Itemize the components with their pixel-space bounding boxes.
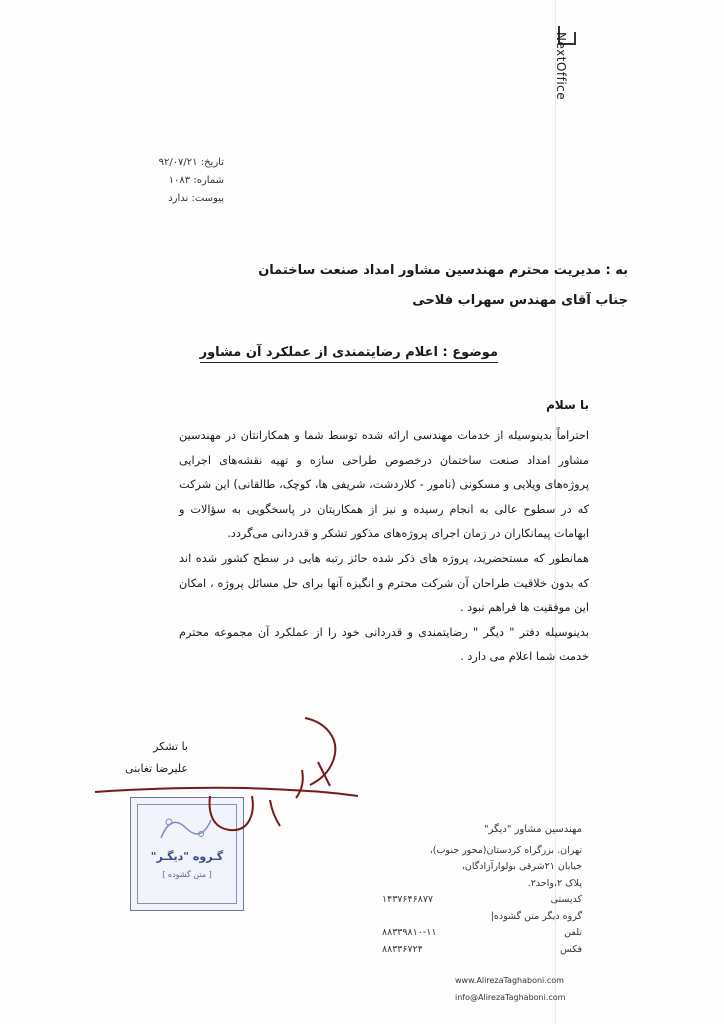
greeting: با سلام bbox=[546, 398, 589, 412]
body-paragraph-3: بدینوسیله دفتر " دیگر " رضایتمندی و قدردانی خود را از عملکرد آن مجموعه محترم خدمت شما اعلام می دارد . bbox=[179, 625, 589, 664]
letter-date: تاریخ: ۹۲/۰۷/۲۱ bbox=[158, 157, 224, 168]
letter-meta bbox=[84, 154, 224, 208]
body-paragraph-2: همانطور که مستحضرید، پروژه های ذکر شده حائز رتبه هایی در سطح کشور شده اند که بدون خلاقیت طراحان آن شرکت محترم و انگیزه آنها برای حل مسائل پروژه ، امکان این موفقیت ها فراهم نبود . bbox=[179, 551, 589, 615]
firm-name: مهندسین مشاور "دیگر" bbox=[483, 824, 582, 835]
website-link[interactable]: www.AlirezaTaghaboni.com bbox=[455, 976, 564, 985]
letter-attachment: پیوست: ندارد bbox=[168, 193, 224, 204]
recipient-line-1: به : مدیریت محترم مهندسین مشاور امداد صنعت ساختمان bbox=[258, 263, 628, 278]
email-link[interactable]: info@AlirezaTaghaboni.com bbox=[455, 993, 566, 1002]
closing-thanks: با تشکر bbox=[153, 740, 188, 753]
handwritten-signature bbox=[90, 700, 360, 840]
letter-body bbox=[179, 424, 589, 670]
letter-number: شماره: ۱۰۸۳ bbox=[168, 175, 224, 186]
recipient-line-2: جناب آقای مهندس سهراب فلاحی bbox=[412, 293, 628, 308]
letter-subject: موضوع : اعلام رضایتمندی از عملکرد آن مشاور bbox=[200, 345, 498, 363]
postal-code-row bbox=[382, 892, 582, 909]
address-line-2: خیابان ۲۱شرقی بولوارآزادگان، bbox=[461, 861, 582, 872]
brand-name: NextOffice bbox=[554, 32, 568, 101]
fax-value: ۸۸۳۳۶۷۲۴ bbox=[382, 943, 423, 955]
fax-row bbox=[382, 942, 582, 959]
address-line-1: تهران. بزرگراه کردستان(محور جنوب)، bbox=[429, 844, 582, 856]
group-line: گروه دیگر متن گشوده| bbox=[490, 910, 582, 922]
postal-label: کدپستی bbox=[550, 894, 582, 905]
address-line-3: پلاک ۲،واحد۲. bbox=[527, 877, 582, 889]
phone-value: ۸۸۳۳۹۸۱۰-۱۱ bbox=[382, 927, 437, 938]
stamp-title: گـروه "دیگـر" bbox=[150, 850, 224, 863]
letterhead-footer bbox=[382, 822, 582, 958]
signer-name: علیرضا تغابنی bbox=[124, 762, 188, 775]
phone-label: تلفن bbox=[564, 927, 582, 938]
stamp-subtitle: [ متن گشوده ] bbox=[162, 870, 212, 879]
postal-value: ۱۴۳۷۶۴۶۸۷۷ bbox=[382, 894, 434, 905]
fax-label: فکس bbox=[560, 943, 582, 955]
body-paragraph-1: احتراماً بدینوسیله از خدمات مهندسی ارائه شده توسط شما و همکارانتان در مهندسین مشاور امداد صنعت ساختمان درخصوص طراحی سازه و تهیه نقشه‌های اجرایی پروژه‌های ویلایی و مسکونی (نامور - کلاردشت، شریفی ها، کوچک، طالقانی) این شرکت که در سطوح عالی به انجام رسیده و نیز از همکاریتان در پاسخگویی به سؤالات و ابهامات پیمانکاران در زمان اجرای پروژه‌های مذکور تشکر و قدردانی می‌گردد. bbox=[179, 429, 589, 541]
phone-row bbox=[382, 925, 582, 942]
